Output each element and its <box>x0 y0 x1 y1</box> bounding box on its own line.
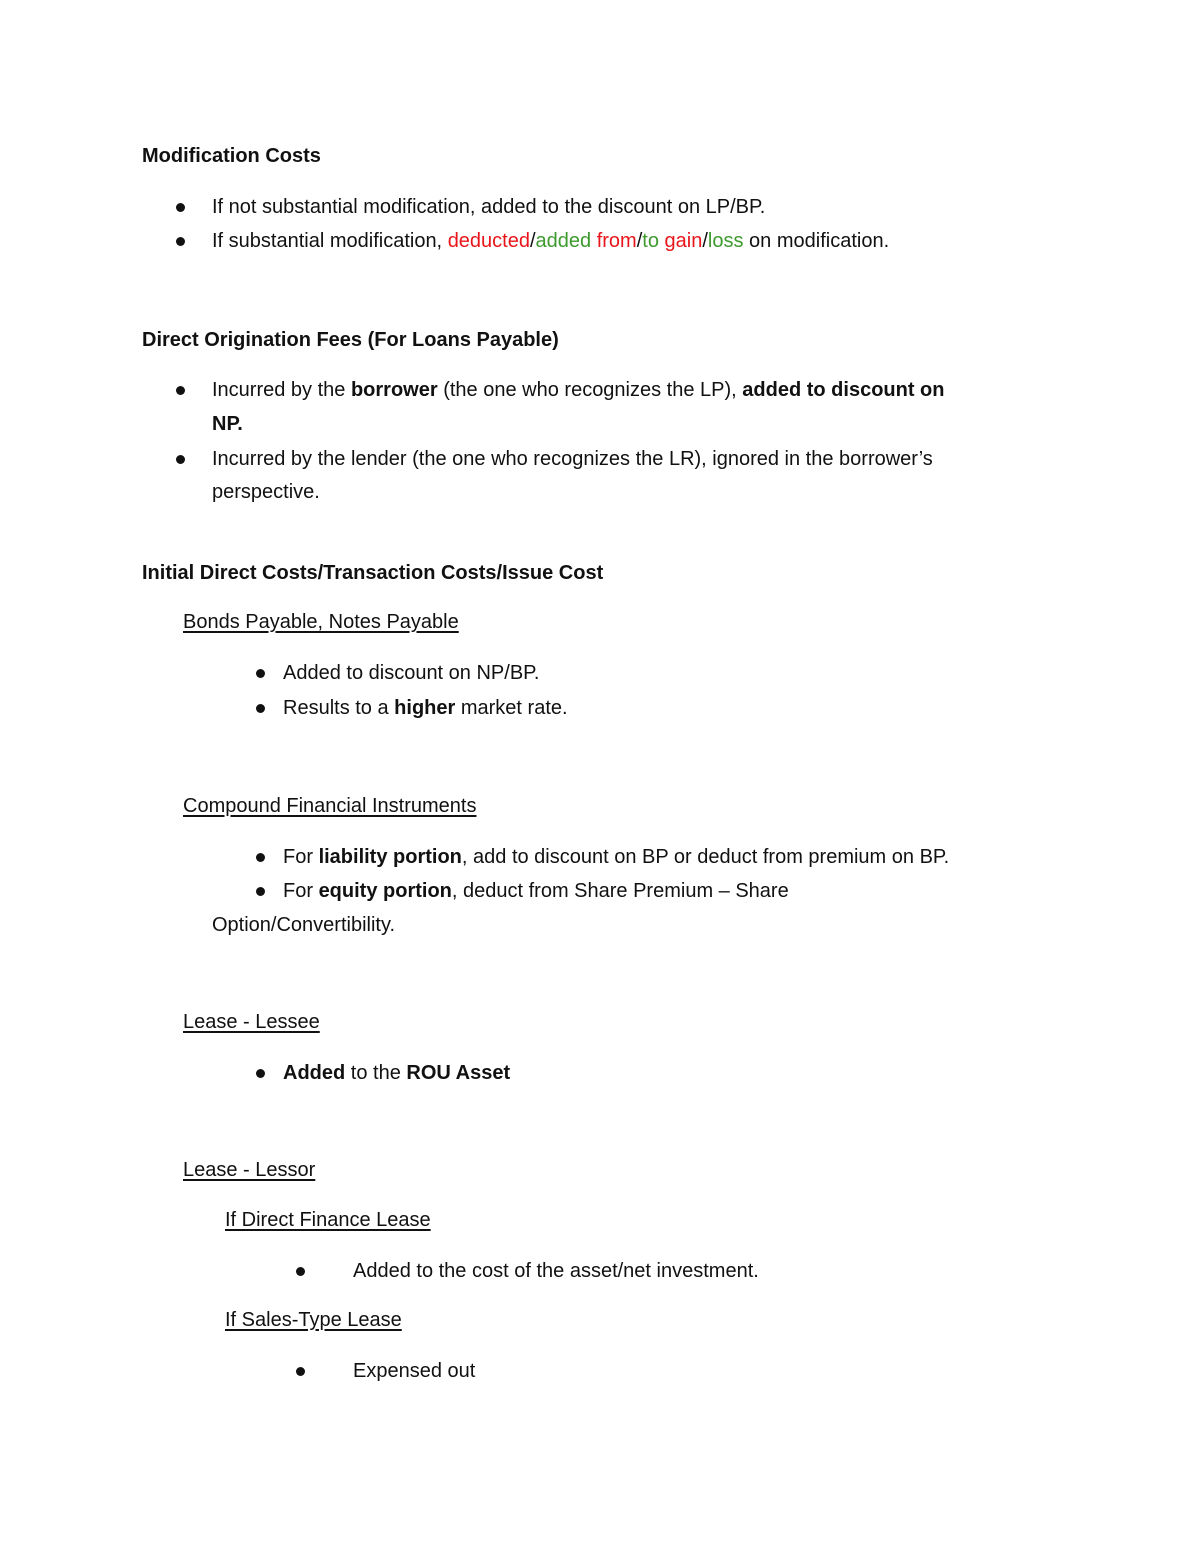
red-text-from: from <box>596 230 637 252</box>
subheading-compound-financial-instruments: Compound Financial Instruments <box>183 795 477 817</box>
slash: / <box>702 230 708 252</box>
green-text-to: to <box>642 230 659 252</box>
origination-item-1-line-2 <box>212 412 243 436</box>
bullet-icon <box>256 853 265 862</box>
origination-item-1-line-1 <box>212 378 945 402</box>
red-text-gain: gain <box>664 230 703 252</box>
text: For <box>283 846 319 868</box>
lessee-item-1 <box>283 1061 510 1085</box>
bold-text: equity portion <box>318 880 452 902</box>
origination-item-2-line-1: Incurred by the lender (the one who recognizes the LR), ignored in the borrower’s <box>212 448 933 470</box>
bonds-item-2 <box>283 696 568 720</box>
subheading-lease-lessor: Lease - Lessor <box>183 1159 316 1181</box>
slash: / <box>529 230 536 252</box>
red-text-deducted: deducted <box>447 230 530 252</box>
text: Incurred by the <box>212 379 351 401</box>
text: For <box>283 880 319 902</box>
subheading-direct-finance-lease: If Direct Finance Lease <box>225 1209 431 1231</box>
subheading-bonds-payable: Bonds Payable, Notes Payable <box>183 611 459 633</box>
direct-finance-item-1: Added to the cost of the asset/net investment. <box>353 1260 759 1282</box>
bold-text: added to discount on <box>742 379 945 401</box>
bold-text: ROU Asset <box>406 1062 511 1084</box>
modification-item-2 <box>212 229 889 253</box>
subheading-sales-type-lease: If Sales-Type Lease <box>225 1309 402 1331</box>
modification-item-2-prefix: If substantial modification, <box>212 230 448 252</box>
bullet-icon <box>256 1069 265 1078</box>
bold-text: higher <box>394 697 456 719</box>
bullet-icon <box>296 1367 305 1376</box>
subheading-lease-lessee: Lease - Lessee <box>183 1011 320 1033</box>
text: (the one who recognizes the LP), <box>437 379 743 401</box>
bold-text: borrower <box>350 379 438 401</box>
sales-type-item-1: Expensed out <box>353 1360 476 1382</box>
section-heading-initial-direct-costs: Initial Direct Costs/Transaction Costs/Issue Cost <box>142 562 604 584</box>
bullet-icon <box>176 237 185 246</box>
bold-text: liability portion <box>318 846 462 868</box>
bullet-icon <box>176 386 185 395</box>
modification-item-1: If not substantial modification, added to the discount on LP/BP. <box>212 196 766 218</box>
text: Results to a <box>283 697 395 719</box>
bullet-icon <box>176 203 185 212</box>
slash: / <box>636 230 643 252</box>
text: to the <box>345 1062 407 1084</box>
bold-text: NP. <box>212 413 243 435</box>
green-text-loss: loss <box>707 230 744 252</box>
bullet-icon <box>256 887 265 896</box>
section-heading-modification-costs: Modification Costs <box>142 145 321 167</box>
compound-item-2-line-2: Option/Convertibility. <box>212 914 396 936</box>
bullet-icon <box>176 455 185 464</box>
bullet-icon <box>256 669 265 678</box>
compound-item-1 <box>283 845 949 869</box>
bonds-item-1: Added to discount on NP/BP. <box>283 662 540 684</box>
compound-item-2-line-1 <box>283 879 789 903</box>
origination-item-2-line-2: perspective. <box>212 481 320 503</box>
text: , add to discount on BP or deduct from premium on BP. <box>461 846 950 868</box>
bold-text: Added <box>283 1062 346 1084</box>
green-text-added: added <box>535 230 597 252</box>
bullet-icon <box>296 1267 305 1276</box>
text: , deduct from Share Premium – Share <box>451 880 789 902</box>
modification-item-2-suffix: on modification. <box>743 230 890 252</box>
section-heading-direct-origination-fees: Direct Origination Fees (For Loans Payable) <box>142 329 559 351</box>
text: market rate. <box>455 697 568 719</box>
bullet-icon <box>256 704 265 713</box>
